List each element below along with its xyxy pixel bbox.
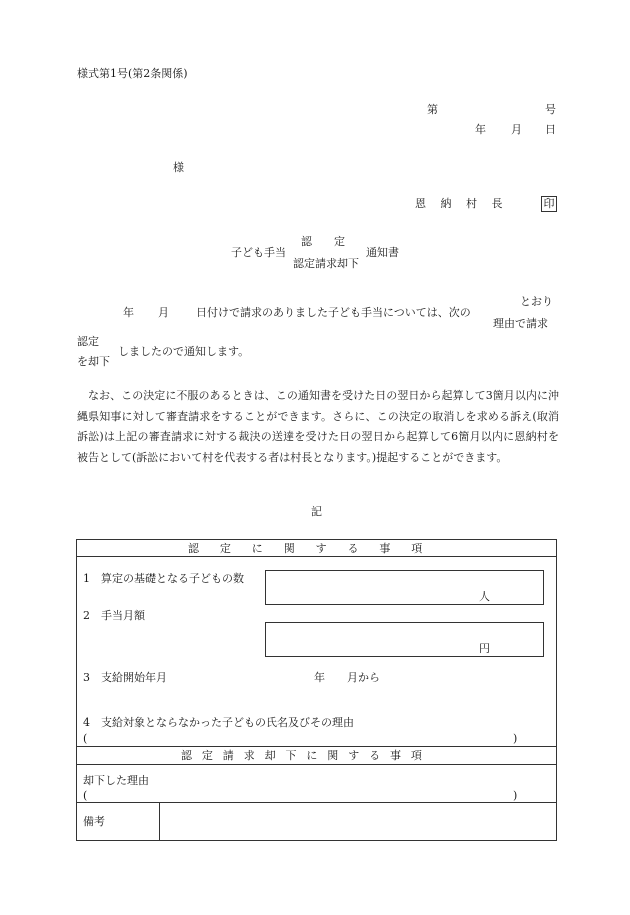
body-month: 月 <box>158 306 169 319</box>
remarks-label: 備考 <box>83 815 105 828</box>
paren-close: ) <box>513 789 518 802</box>
section-header-nintei: 認定に関する事項 <box>188 542 444 555</box>
seal-mark: 印 <box>541 196 557 212</box>
date-year: 年 <box>475 123 486 136</box>
appeal-notice-paragraph: なお、この決定に不服のあるときは、この通知書を受けた日の翌日から起算して3箇月以内に沖縄県知事に対して審査請求をすることができます。さらに、この決定の取消しを求める訴え(取消訴訟)は上記の審査請求に対する裁決の送達を受けた日の翌日から起算して6箇月以内に恩納村を被告として(訴訟において村を代表する者は村長となります。)提起することができます。 <box>77 389 559 464</box>
start-month-year: 年 <box>314 671 325 684</box>
body-main-text: 日付けで請求のありました子ども手当については、次の <box>196 306 471 319</box>
ki-heading: 記 <box>311 505 322 518</box>
monthly-amount-field <box>265 622 544 657</box>
form-label: 様式第1号(第2条関係) <box>77 67 188 80</box>
title-prefix: 子ども手当 <box>231 246 286 259</box>
title-lower-option: 認定請求却下 <box>293 257 359 270</box>
addressee-suffix: 様 <box>173 161 184 174</box>
table-divider <box>76 764 557 765</box>
body-tail: しましたので通知します。 <box>118 345 250 358</box>
title-upper-option: 認 定 <box>301 235 345 248</box>
table-divider <box>159 802 160 841</box>
issuer-name: 恩 納 村 長 <box>415 197 508 210</box>
date-day: 日 <box>545 123 556 136</box>
body-alt-upper: とおり <box>520 295 553 308</box>
doc-number-dai: 第 <box>427 103 438 116</box>
body-kyakka: を却下 <box>77 355 110 368</box>
body-alt-lower: 理由で請求 <box>493 317 548 330</box>
section-header-kyakka: 認定請求却下に関する事項 <box>181 749 432 762</box>
item-excluded-children-label: 4 支給対象とならなかった子どもの氏名及びその理由 <box>83 716 354 729</box>
paren-close: ) <box>513 732 518 745</box>
title-suffix: 通知書 <box>366 246 399 259</box>
reject-reason-label: 却下した理由 <box>83 774 149 787</box>
monthly-amount-unit: 円 <box>479 642 490 655</box>
paren-open: ( <box>83 732 88 745</box>
body-nintei: 認定 <box>77 335 99 348</box>
table-divider <box>76 556 557 557</box>
item-start-month-label: 3 支給開始年月 <box>83 671 167 684</box>
body-year: 年 <box>123 306 134 319</box>
start-month-month: 月から <box>347 671 380 684</box>
table-divider <box>76 802 557 803</box>
table-divider <box>76 746 557 747</box>
child-count-unit: 人 <box>479 590 490 603</box>
item-monthly-amount-label: 2 手当月額 <box>83 609 145 622</box>
date-month: 月 <box>511 123 522 136</box>
doc-number-go: 号 <box>545 103 556 116</box>
child-count-field <box>265 570 544 605</box>
item-child-count-label: 1 算定の基礎となる子どもの数 <box>83 572 244 585</box>
paren-open: ( <box>83 789 88 802</box>
